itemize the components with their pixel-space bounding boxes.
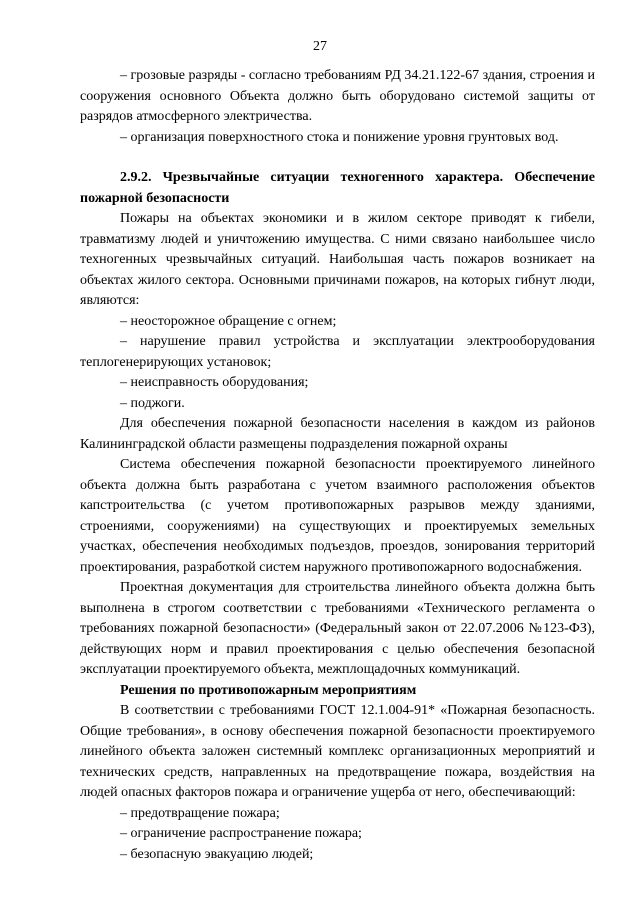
paragraph-lightning: – грозовые разряды - согласно требованиям РД 34.21.122-67 здания, строения и сооружения основного Объекта должно быть оборудовано системой защиты от разрядов атмосферного электричества.	[80, 68, 595, 124]
paragraph-intro: Пожары на объектах экономики и в жилом секторе приводят к гибели, травматизму людей и уничтожению имущества. С ними связано наибольшее число техногенных чрезвычайных ситуаций. Наибольшая часть пожаров возникает на объектах жилого сектора. Основными причинами пожаров, на которых гибнут люди, являются:	[80, 211, 595, 308]
list-item-cause: – неисправность оборудования;	[120, 375, 309, 390]
section-heading: 2.9.2. Чрезвычайные ситуации техногенного характера. Обеспечение пожарной безопасности	[80, 170, 595, 206]
paragraph-fire-units: Для обеспечения пожарной безопасности населения в каждом из районов Калининградской области размещены подразделения пожарной охраны	[80, 416, 595, 452]
section-spacer	[80, 148, 595, 168]
paragraph-safety-system: Система обеспечения пожарной безопасности проектируемого линейного объекта должна быть разработана с учетом взаимного расположения объектов капстроительства (с учетом противопожарных разрывов между зданиями, строениями, сооружениями) на существующих и проектируемых земельных участках, обеспечения необходимых подъездов, проездов, зонирования территорий проектирования, разработкой систем наружного противопожарного водоснабжения.	[80, 457, 595, 575]
paragraph-drainage: – организация поверхностного стока и понижение уровня грунтовых вод.	[120, 129, 559, 145]
page-number: 27	[313, 39, 327, 54]
subheading-fire-measures: Решения по противопожарным мероприятиям	[120, 682, 417, 698]
list-item-measure: – предотвращение пожара;	[120, 805, 280, 821]
list-item-cause: – поджоги.	[120, 395, 185, 411]
list-item-cause: – нарушение правил устройства и эксплуатации электрооборудования теплогенерирующих установок;	[80, 334, 595, 370]
paragraph-project-docs: Проектная документация для строительства линейного объекта должна быть выполнена в строгом соответствии с требованиями «Технического регламента о требованиях пожарной безопасности» (Федеральный закон от 22.07.2006 №123-ФЗ), действующих норм и правил проектирования с целью обеспечения безопасной эксплуатации проектируемого объекта, межплощадочных коммуникаций.	[80, 580, 595, 677]
list-item-measure: – безопасную эвакуацию людей;	[120, 846, 314, 862]
paragraph-gost: В соответствии с требованиями ГОСТ 12.1.004-91* «Пожарная безопасность. Общие требования», в основу обеспечения пожарной безопасности проектируемого линейного объекта заложен системный комплекс организационных мероприятий и технических средств, направленных на предотвращение пожара, воздействия на людей опасных факторов пожара и ограничение ущерба от него, обеспечивающий:	[80, 703, 595, 800]
list-item-cause: – неосторожное обращение с огнем;	[120, 313, 337, 329]
document-body	[80, 66, 595, 865]
list-item-measure: – ограничение распространение пожара;	[120, 826, 362, 841]
